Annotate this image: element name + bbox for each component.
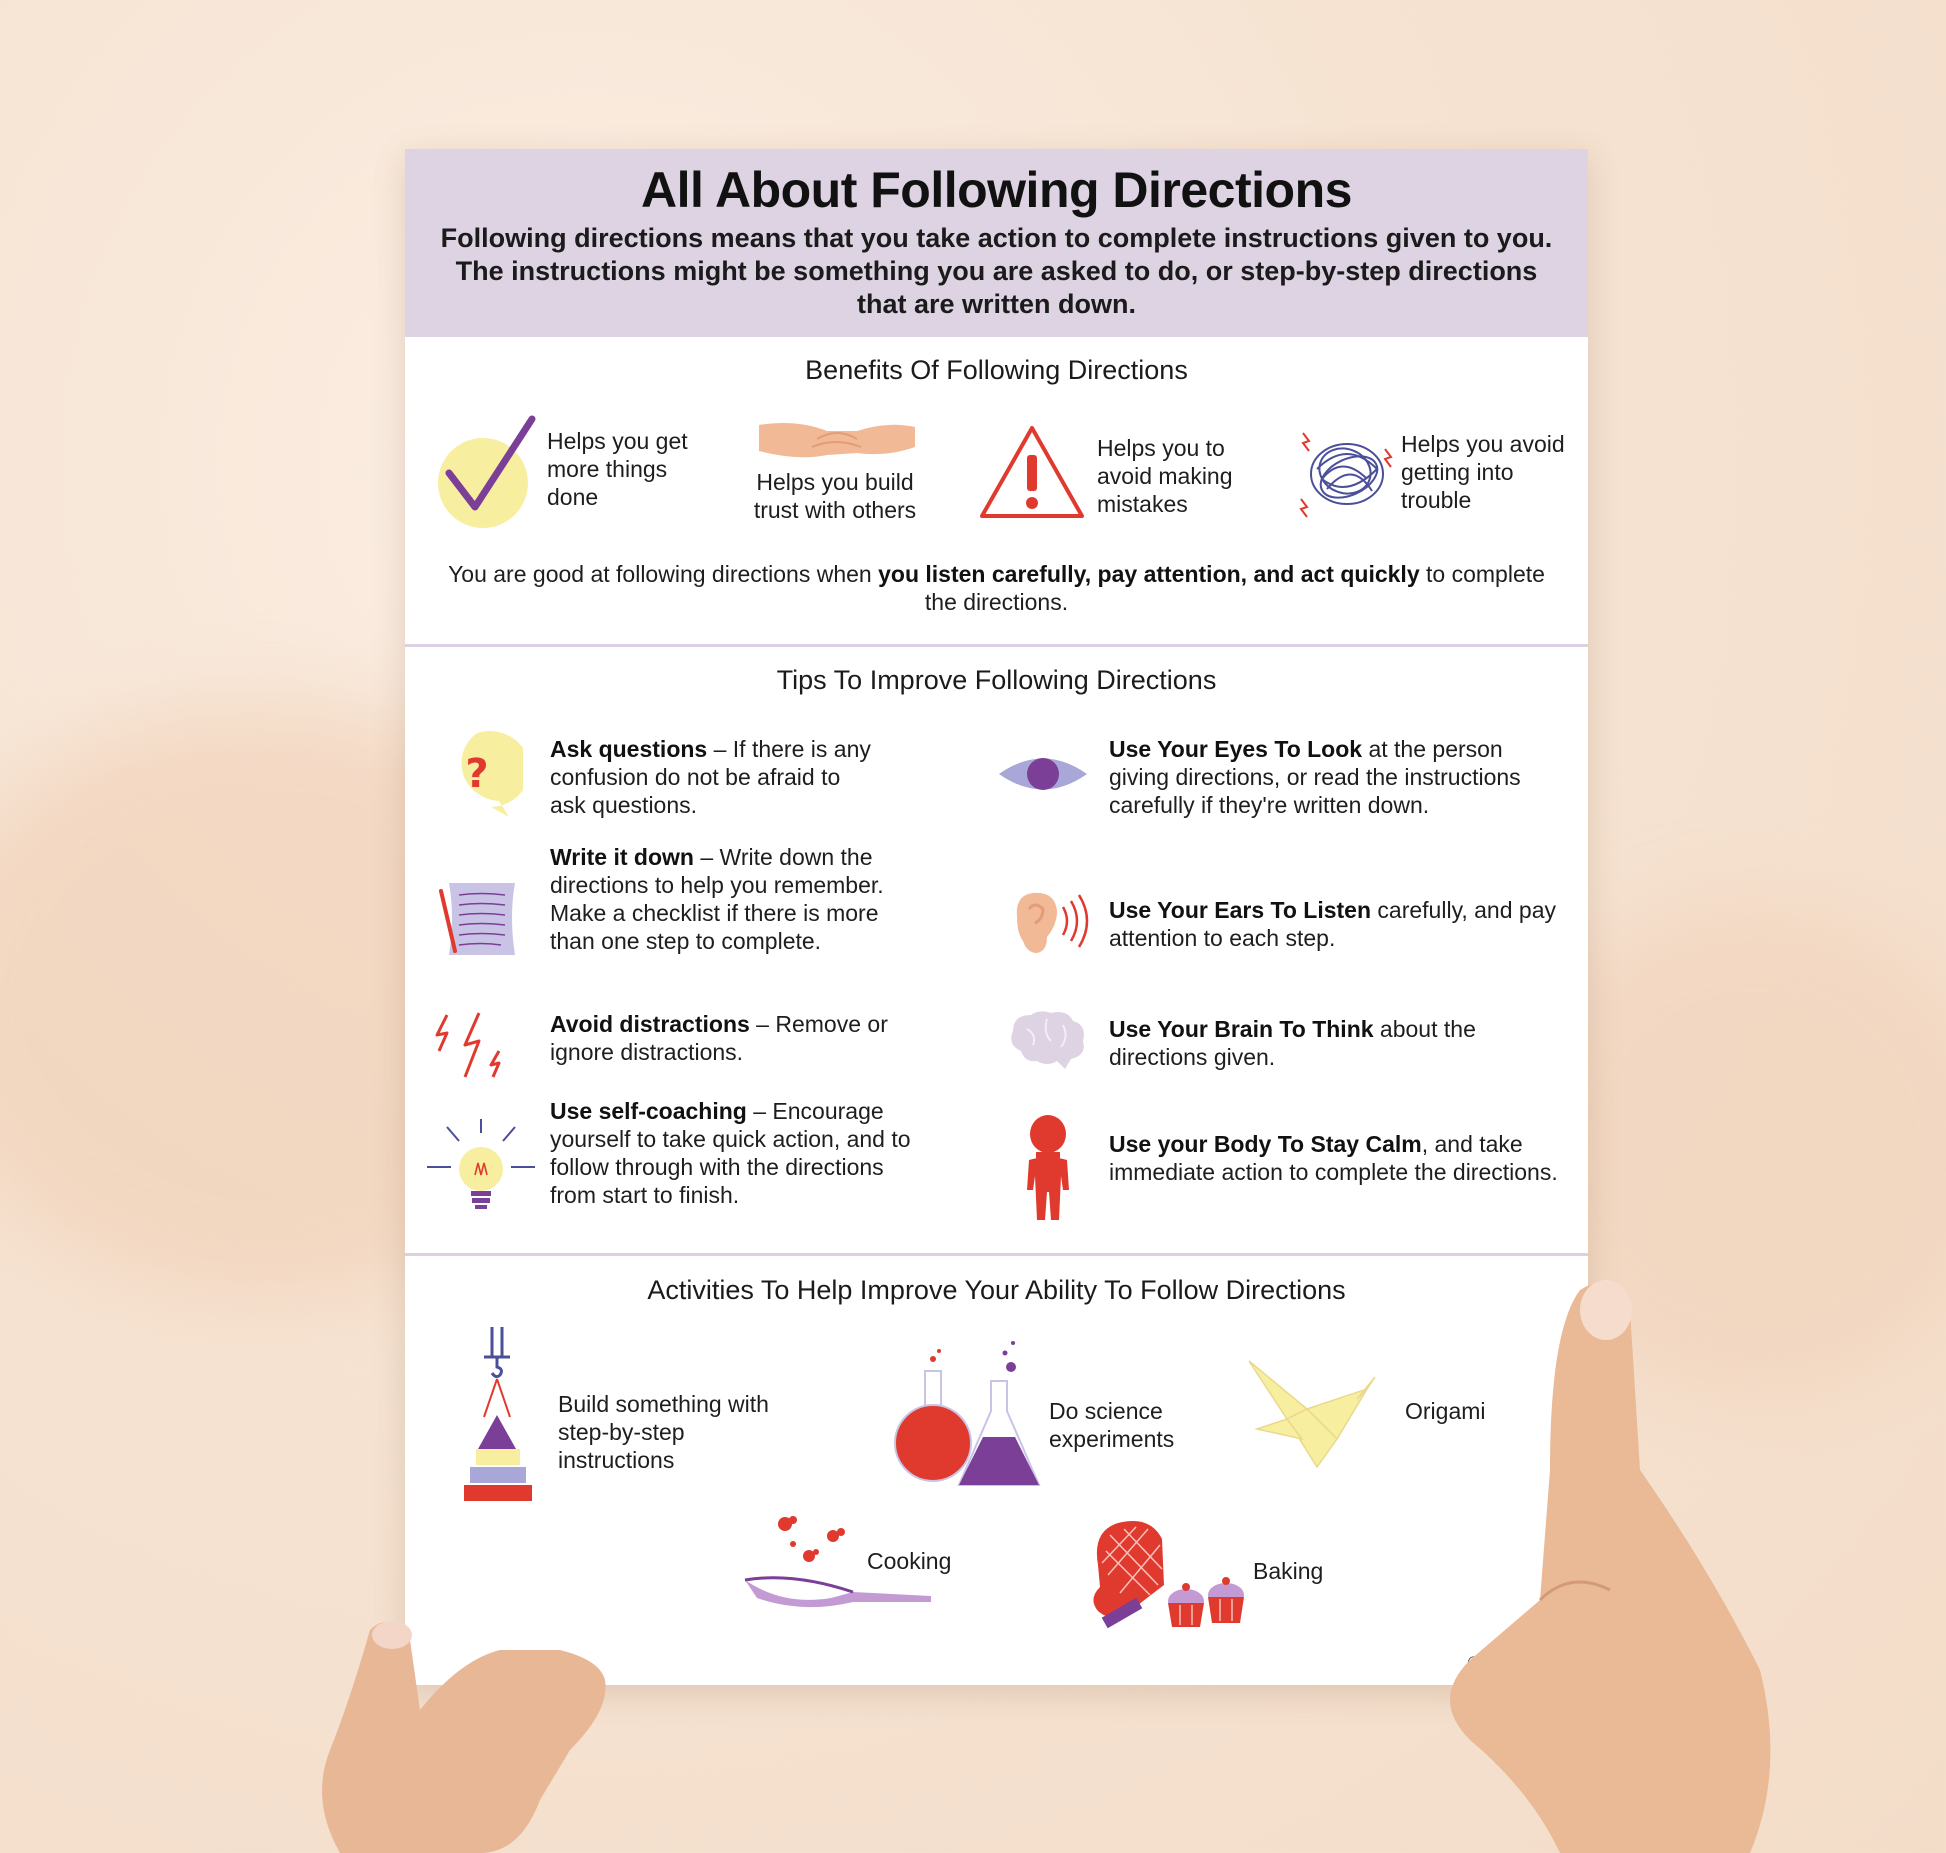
svg-text:?: ? (465, 751, 489, 797)
tip-avoid-distractions (550, 1010, 910, 1066)
tip-self-coaching-bold: Use self-coaching (550, 1098, 747, 1124)
person-icon (1023, 1114, 1073, 1222)
benefit-text-4: Helps you avoid getting into trouble (1401, 431, 1565, 513)
tip-ask-questions-bold: Ask questions (550, 736, 708, 762)
benefit-text-2: Helps you build trust with others (753, 469, 917, 523)
activity-build: Build something with step-by-step instructions (558, 1391, 769, 1473)
tip-self-coaching (550, 1097, 930, 1209)
section-divider (405, 1253, 1588, 1256)
left-hand-image (300, 1600, 760, 1853)
tip-ask-questions (550, 735, 880, 819)
header-banner (405, 149, 1588, 337)
tip-use-eyes (1109, 735, 1549, 819)
brain-icon (1007, 1009, 1087, 1074)
tip-use-ears-bold: Use Your Ears To Listen (1109, 897, 1372, 923)
tip-write-it-down-bold: Write it down (550, 844, 694, 870)
summary-text-start: You are good at following directions when (448, 561, 879, 587)
tip-use-body-text: , and take immediate action to complete the directions. (1109, 1131, 1558, 1185)
warning-triangle-icon (977, 423, 1087, 523)
section-divider (405, 644, 1588, 647)
tip-avoid-distractions-text: – Remove or ignore distractions. (550, 1011, 888, 1065)
question-bubble-icon (433, 729, 523, 819)
activity-science: Do science experiments (1049, 1398, 1175, 1452)
tip-use-ears (1109, 896, 1559, 952)
tip-use-eyes-text: at the person giving directions, or read the instructions carefully if they're written down. (1109, 736, 1521, 818)
activity-origami: Origami (1405, 1398, 1486, 1424)
tip-write-it-down (550, 843, 910, 955)
notepad-icon (435, 877, 525, 962)
page-title: All About Following Directions (641, 162, 1352, 218)
tip-use-ears-text: carefully, and pay attention to each step. (1109, 897, 1556, 951)
ear-icon (1013, 889, 1089, 959)
eye-icon (997, 749, 1089, 799)
tip-use-body-bold: Use your Body To Stay Calm (1109, 1131, 1422, 1157)
tip-use-brain-bold: Use Your Brain To Think (1109, 1016, 1374, 1042)
crane-blocks-icon (460, 1327, 540, 1537)
oven-mitt-cupcakes-icon (1088, 1515, 1248, 1635)
handshake-icon (757, 417, 917, 467)
tip-use-body (1109, 1130, 1559, 1186)
tangled-scribble-icon (1297, 429, 1397, 519)
benefit-text-3: Helps you to avoid making mistakes (1097, 435, 1233, 517)
benefits-title: Benefits Of Following Directions (805, 355, 1188, 385)
tip-use-brain (1109, 1015, 1529, 1071)
lightbulb-icon (425, 1119, 537, 1219)
tip-self-coaching-text: – Encourage yourself to take quick action, and to follow through with the directions from start to finish. (550, 1098, 911, 1208)
tip-avoid-distractions-bold: Avoid distractions (550, 1011, 750, 1037)
summary-text-bold: you listen carefully, pay attention, and act quickly (878, 561, 1420, 587)
activity-baking: Baking (1253, 1558, 1324, 1584)
benefit-text-1: Helps you get more things done (547, 428, 688, 510)
tip-write-it-down-text: – Write down the directions to help you remember. Make a checklist if there is more than one step to complete. (550, 844, 884, 954)
lightning-icon (435, 1011, 515, 1081)
origami-crane-icon (1247, 1359, 1377, 1469)
activity-cooking: Cooking (867, 1548, 952, 1574)
right-hand-image (1410, 1270, 1790, 1853)
benefits-summary (435, 560, 1558, 616)
tip-ask-questions-text: – If there is any confusion do not be afraid to ask questions. (550, 736, 871, 818)
tip-use-brain-text: about the directions given. (1109, 1016, 1476, 1070)
summary-text-end: to complete the directions. (924, 561, 1545, 615)
checkmark-icon (437, 411, 547, 531)
activities-title: Activities To Help Improve Your Ability To Follow Directions (647, 1275, 1346, 1305)
flasks-icon (893, 1341, 1043, 1491)
tips-title: Tips To Improve Following Directions (776, 665, 1217, 695)
page-subtitle: Following directions means that you take action to complete instructions given to you. The instructions might be something you are asked to do, or step-by-step directions that are written down. (440, 223, 1553, 319)
tip-use-eyes-bold: Use Your Eyes To Look (1109, 736, 1363, 762)
